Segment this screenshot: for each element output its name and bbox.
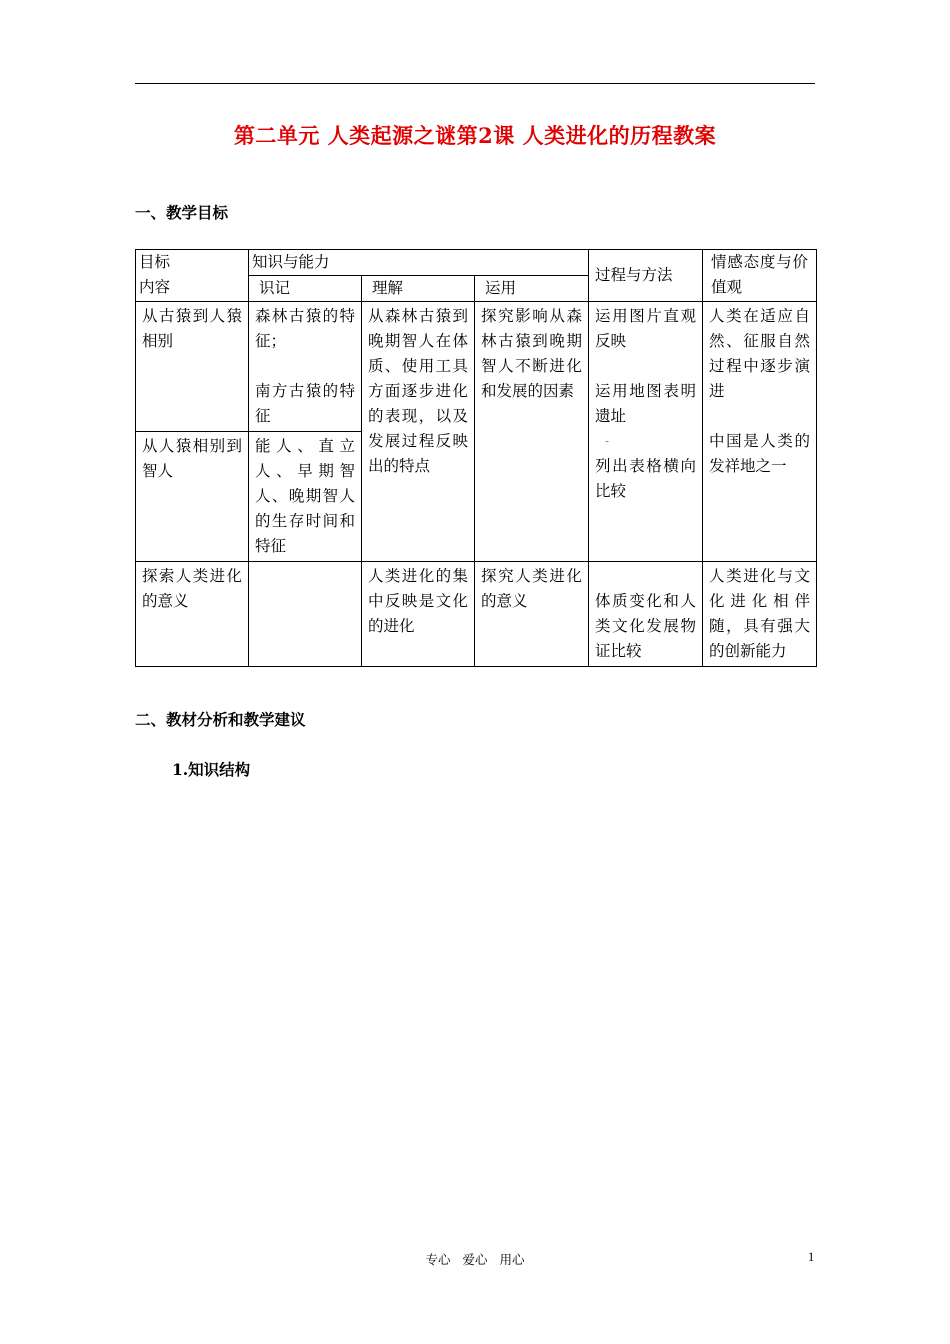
row3-understand: 人类进化的集中反映是文化的进化 xyxy=(362,562,475,667)
teaching-goals-table xyxy=(135,249,817,667)
row3-content: 探索人类进化的意义 xyxy=(136,562,249,667)
row1-recall-cell xyxy=(249,302,362,432)
header-goal-label: 目标 xyxy=(139,253,171,271)
header-content-label: 内容 xyxy=(139,278,171,296)
row3-process-cell xyxy=(589,562,703,667)
rows12-process-c: 列出表格横向比较 xyxy=(595,457,696,500)
header-emotion-values: 情感态度与价值观 xyxy=(703,250,817,302)
subsection-heading-knowledge-structure: 1.知识结构 xyxy=(172,760,251,779)
rows12-emotion-a: 人类在适应自然、征服自然过程中逐步演进 xyxy=(709,307,810,400)
table-row xyxy=(136,562,817,667)
header-recall: 识记 xyxy=(249,276,362,302)
row2-recall: 能人、直立人、早期智人、晚期智人的生存时间和特征 xyxy=(249,432,362,562)
dash-mark: - xyxy=(605,434,610,448)
rows12-emotion-b: 中国是人类的发祥地之一 xyxy=(709,432,810,475)
header-knowledge-ability: 知识与能力 xyxy=(249,250,589,276)
header-rule xyxy=(135,83,815,84)
row3-process: 体质变化和人类文化发展物证比较 xyxy=(595,592,696,660)
section-heading-material-analysis: 二、教材分析和教学建议 xyxy=(135,710,306,729)
footer-text: 专心 爱心 用心 xyxy=(425,1252,525,1267)
header-understand: 理解 xyxy=(362,276,475,302)
page-number: 1 xyxy=(808,1250,815,1264)
row2-content: 从人猿相别到智人 xyxy=(136,432,249,562)
document-title: 第二单元 人类起源之谜第2课 人类进化的历程教案 xyxy=(233,123,717,148)
rows12-process-b: 运用地图表明遗址 xyxy=(595,382,696,425)
rows12-emotion-cell xyxy=(703,302,817,562)
rows12-process-a: 运用图片直观反映 xyxy=(595,307,696,350)
header-corner-cell xyxy=(136,250,249,302)
header-process-method: 过程与方法 xyxy=(589,250,703,302)
table-row xyxy=(136,302,817,432)
row1-recall-b: 南方古猿的特征 xyxy=(255,382,355,425)
row1-recall-a: 森林古猿的特征； xyxy=(255,307,355,350)
row1-content: 从古猿到人猿相别 xyxy=(136,302,249,432)
header-apply: 运用 xyxy=(475,276,589,302)
rows12-understand: 从森林古猿到晚期智人在体质、使用工具方面逐步进化的表现，以及发展过程反映出的特点 xyxy=(362,302,475,562)
section-heading-teaching-goals: 一、教学目标 xyxy=(135,203,229,222)
row3-apply: 探究人类进化的意义 xyxy=(475,562,589,667)
rows12-apply: 探究影响从森林古猿到晚期智人不断进化和发展的因素 xyxy=(475,302,589,562)
row3-emotion: 人类进化与文化进化相伴随，具有强大的创新能力 xyxy=(703,562,817,667)
row3-recall xyxy=(249,562,362,667)
rows12-process-cell xyxy=(589,302,703,562)
